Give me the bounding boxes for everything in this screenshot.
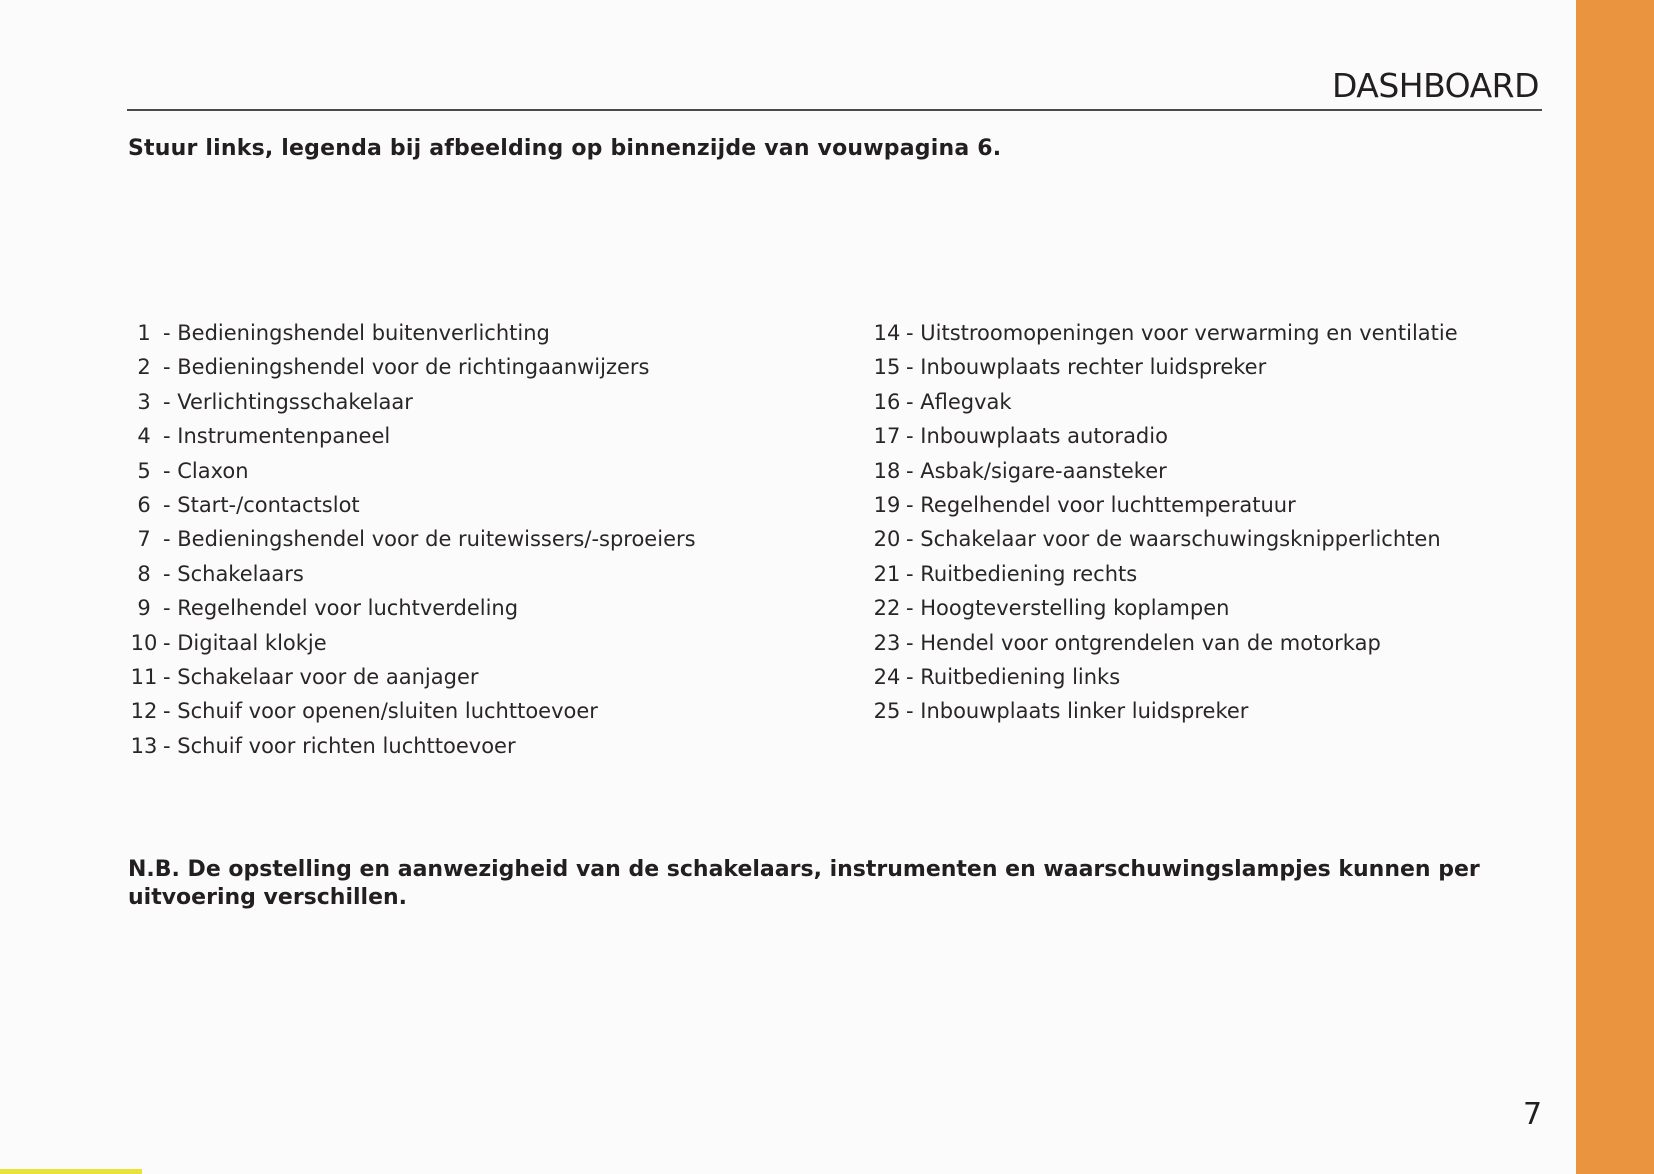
legend-item	[125, 454, 696, 488]
legend-list-right	[868, 316, 1458, 729]
legend-label: - Uitstroomopeningen voor verwarming en ventilatie	[906, 321, 1458, 345]
legend-number: 2	[137, 355, 151, 380]
legend-number: 8	[137, 561, 151, 586]
legend-label: - Bedieningshendel voor de richtingaanwijzers	[163, 355, 650, 380]
legend-label: - Aflegvak	[906, 389, 1012, 414]
legend-label: - Schakelaar voor de aanjager	[163, 664, 479, 689]
legend-item	[868, 591, 1458, 625]
legend-item	[125, 694, 696, 728]
legend-number: 21	[873, 561, 901, 586]
legend-item	[125, 419, 696, 453]
page-number: 7	[1523, 1097, 1543, 1132]
legend-number: 23	[873, 630, 901, 655]
legend-label: - Ruitbediening links	[906, 664, 1121, 689]
legend-label: - Inbouwplaats rechter luidspreker	[906, 355, 1267, 380]
legend-item	[868, 522, 1458, 556]
legend-number: 11	[130, 664, 158, 689]
legend-number: 19	[873, 492, 901, 517]
legend-item	[125, 660, 696, 694]
section-color-tab	[1576, 0, 1654, 1174]
legend-label: - Start-/contactslot	[163, 492, 360, 517]
legend-list-left	[125, 316, 696, 763]
legend-label: - Schuif voor openen/sluiten luchttoevoer	[163, 699, 598, 724]
legend-label: - Schakelaar voor de waarschuwingsknipperlichten	[906, 527, 1441, 552]
legend-number: 22	[873, 596, 901, 621]
legend-label: - Regelhendel voor luchtverdeling	[163, 596, 519, 621]
legend-number: 24	[873, 664, 901, 689]
legend-item	[125, 522, 696, 556]
legend-label: - Asbak/sigare-aansteker	[906, 458, 1167, 483]
footnote: N.B. De opstelling en aanwezigheid van de schakelaars, instrumenten en waarschuwingslampjes kunnen per uitvoering verschillen.	[128, 857, 1480, 910]
legend-number: 25	[873, 699, 901, 724]
legend-item	[868, 557, 1458, 591]
legend-number: 5	[137, 458, 151, 483]
legend-label: - Verlichtingsschakelaar	[163, 389, 413, 414]
section-title: DASHBOARD	[1331, 66, 1539, 105]
legend-item	[125, 385, 696, 419]
legend-item	[125, 729, 696, 763]
legend-item	[868, 626, 1458, 660]
legend-number: 7	[137, 527, 151, 552]
legend-number: 1	[137, 321, 151, 345]
legend-number: 12	[130, 699, 158, 724]
legend-item	[125, 557, 696, 591]
legend-item	[125, 316, 696, 350]
legend-item	[868, 454, 1458, 488]
legend-item	[868, 419, 1458, 453]
legend-item	[868, 385, 1458, 419]
legend-number: 6	[137, 492, 151, 517]
legend-number: 9	[137, 596, 151, 621]
legend-number: 16	[873, 389, 901, 414]
legend-number: 10	[130, 630, 158, 655]
legend-label: - Bedieningshendel buitenverlichting	[163, 321, 550, 345]
legend-item	[868, 316, 1458, 350]
legend-label: - Regelhendel voor luchttemperatuur	[906, 492, 1296, 517]
legend-number: 17	[873, 424, 901, 449]
legend-item	[125, 350, 696, 384]
legend-number: 14	[873, 321, 901, 345]
legend-item	[868, 488, 1458, 522]
legend-label: - Schuif voor richten luchttoevoer	[163, 733, 516, 758]
legend-number: 3	[137, 389, 151, 414]
corner-print-mark	[0, 1169, 142, 1174]
legend-number: 20	[873, 527, 901, 552]
legend-item	[868, 694, 1458, 728]
legend-item	[125, 591, 696, 625]
legend-label: - Claxon	[163, 458, 249, 483]
legend-label: - Ruitbediening rechts	[906, 561, 1138, 586]
legend-label: - Digitaal klokje	[163, 630, 327, 655]
legend-label: - Hendel voor ontgrendelen van de motorkap	[906, 630, 1381, 655]
legend-label: - Hoogteverstelling koplampen	[906, 596, 1230, 621]
legend-number: 4	[137, 424, 151, 449]
legend-label: - Instrumentenpaneel	[163, 424, 391, 449]
legend-item	[125, 626, 696, 660]
legend-label: - Bedieningshendel voor de ruitewissers/-sproeiers	[163, 527, 696, 552]
title-divider	[127, 109, 1542, 111]
legend-number: 15	[873, 355, 901, 380]
legend-label: - Schakelaars	[163, 561, 304, 586]
legend-label: - Inbouwplaats linker luidspreker	[906, 699, 1249, 724]
legend-subtitle: Stuur links, legenda bij afbeelding op binnenzijde van vouwpagina 6.	[128, 136, 1002, 161]
legend-label: - Inbouwplaats autoradio	[906, 424, 1168, 449]
legend-item	[868, 350, 1458, 384]
legend-item	[868, 660, 1458, 694]
legend-item	[125, 488, 696, 522]
legend-number: 13	[130, 733, 158, 758]
legend-number: 18	[873, 458, 901, 483]
